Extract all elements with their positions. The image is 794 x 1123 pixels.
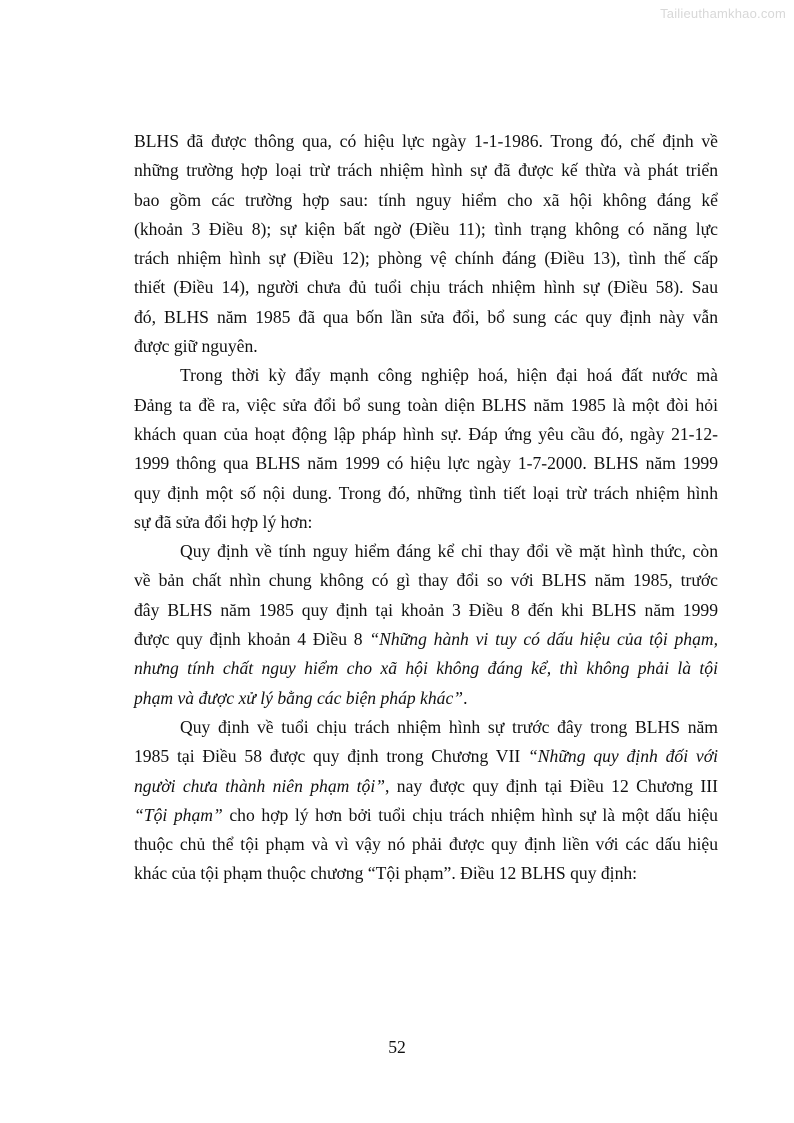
text-run: . xyxy=(463,687,468,708)
quote-run: phạm và được xử lý bằng các biện pháp khác” xyxy=(134,687,464,708)
text-line: 1999 thông qua BLHS năm 1999 có hiệu lực ngày 1-7-2000. BLHS năm 1999 xyxy=(134,453,718,474)
text-line: Quy định về tuổi chịu trách nhiệm hình sự trước đây trong BLHS năm xyxy=(180,716,718,737)
text-line: quy định một số nội dung. Trong đó, những tình tiết loại trừ trách nhiệm hình xyxy=(134,482,718,503)
text-line: khách quan của hoạt động lập pháp hình sự. Đáp ứng yêu cầu đó, ngày 21-12- xyxy=(134,423,718,444)
text-line: đây BLHS năm 1985 quy định tại khoản 3 Điều 8 đến khi BLHS năm 1999 xyxy=(134,599,718,620)
quote-run: người chưa thành niên phạm tội” xyxy=(134,775,386,796)
text-line: đó, BLHS năm 1985 đã qua bốn lần sửa đổi, bổ sung các quy định này vẫn xyxy=(134,306,718,327)
text-line: thiết (Điều 14), người chưa đủ tuổi chịu trách nhiệm hình sự (Điều 58). Sau xyxy=(134,277,718,298)
text-line xyxy=(134,801,718,830)
page-number: 52 xyxy=(388,1037,406,1057)
document-body xyxy=(134,127,718,889)
text-line: Trong thời kỳ đẩy mạnh công nghiệp hoá, hiện đại hoá đất nước mà xyxy=(180,365,718,386)
paragraph-2 xyxy=(134,361,718,537)
text-line: BLHS đã được thông qua, có hiệu lực ngày 1-1-1986. Trong đó, chế định về xyxy=(134,131,718,151)
quote-run: “Những quy định đối với xyxy=(528,746,718,767)
text-line xyxy=(134,742,718,771)
quote-run: “Những hành vi tuy có dấu hiệu của tội phạm, xyxy=(369,629,718,650)
text-line: trách nhiệm hình sự (Điều 12); phòng vệ chính đáng (Điều 13), tình thế cấp xyxy=(134,248,718,269)
text-line: những trường hợp loại trừ trách nhiệm hình sự đã được kế thừa và phát triển xyxy=(134,160,718,181)
text-line xyxy=(134,684,718,713)
text-line xyxy=(134,772,718,801)
text-run: được quy định khoản 4 Điều 8 xyxy=(134,629,370,650)
text-run: 1985 tại Điều 58 được quy định trong Chương VII xyxy=(134,746,528,767)
quote-run: nhưng tính chất nguy hiểm cho xã hội không đáng kể, thì không phải là tội xyxy=(134,658,718,679)
text-line: (khoản 3 Điều 8); sự kiện bất ngờ (Điều 11); tình trạng không có năng lực xyxy=(134,218,718,239)
paragraph-4 xyxy=(134,713,718,889)
text-line xyxy=(134,625,718,654)
text-line: bao gồm các trường hợp sau: tính nguy hiểm cho xã hội không đáng kể xyxy=(134,189,718,210)
text-line: sự đã sửa đổi hợp lý hơn: xyxy=(134,511,313,532)
text-line: về bản chất nhìn chung không có gì thay đổi so với BLHS năm 1985, trước xyxy=(134,570,718,591)
quote-run: “Tội phạm” xyxy=(134,804,223,825)
text-line: thuộc chủ thể tội phạm và vì vậy nó phải được quy định liền với các dấu hiệu xyxy=(134,834,718,855)
text-run: , nay được quy định tại Điều 12 Chương III xyxy=(385,775,719,796)
text-line: được giữ nguyên. xyxy=(134,336,258,357)
text-line: Quy định về tính nguy hiểm đáng kể chỉ thay đổi về mặt hình thức, còn xyxy=(180,541,718,562)
paragraph-3 xyxy=(134,537,718,713)
text-line xyxy=(134,654,718,683)
text-line: khác của tội phạm thuộc chương “Tội phạm”. Điều 12 BLHS quy định: xyxy=(134,863,638,884)
text-line: Đảng ta đề ra, việc sửa đổi bổ sung toàn diện BLHS năm 1985 là một đòi hỏi xyxy=(134,394,718,415)
paragraph-1 xyxy=(134,127,718,361)
watermark: Tailieuthamkhao.com xyxy=(660,6,786,21)
text-run: cho hợp lý hơn bởi tuổi chịu trách nhiệm hình sự là một dấu hiệu xyxy=(222,804,718,825)
